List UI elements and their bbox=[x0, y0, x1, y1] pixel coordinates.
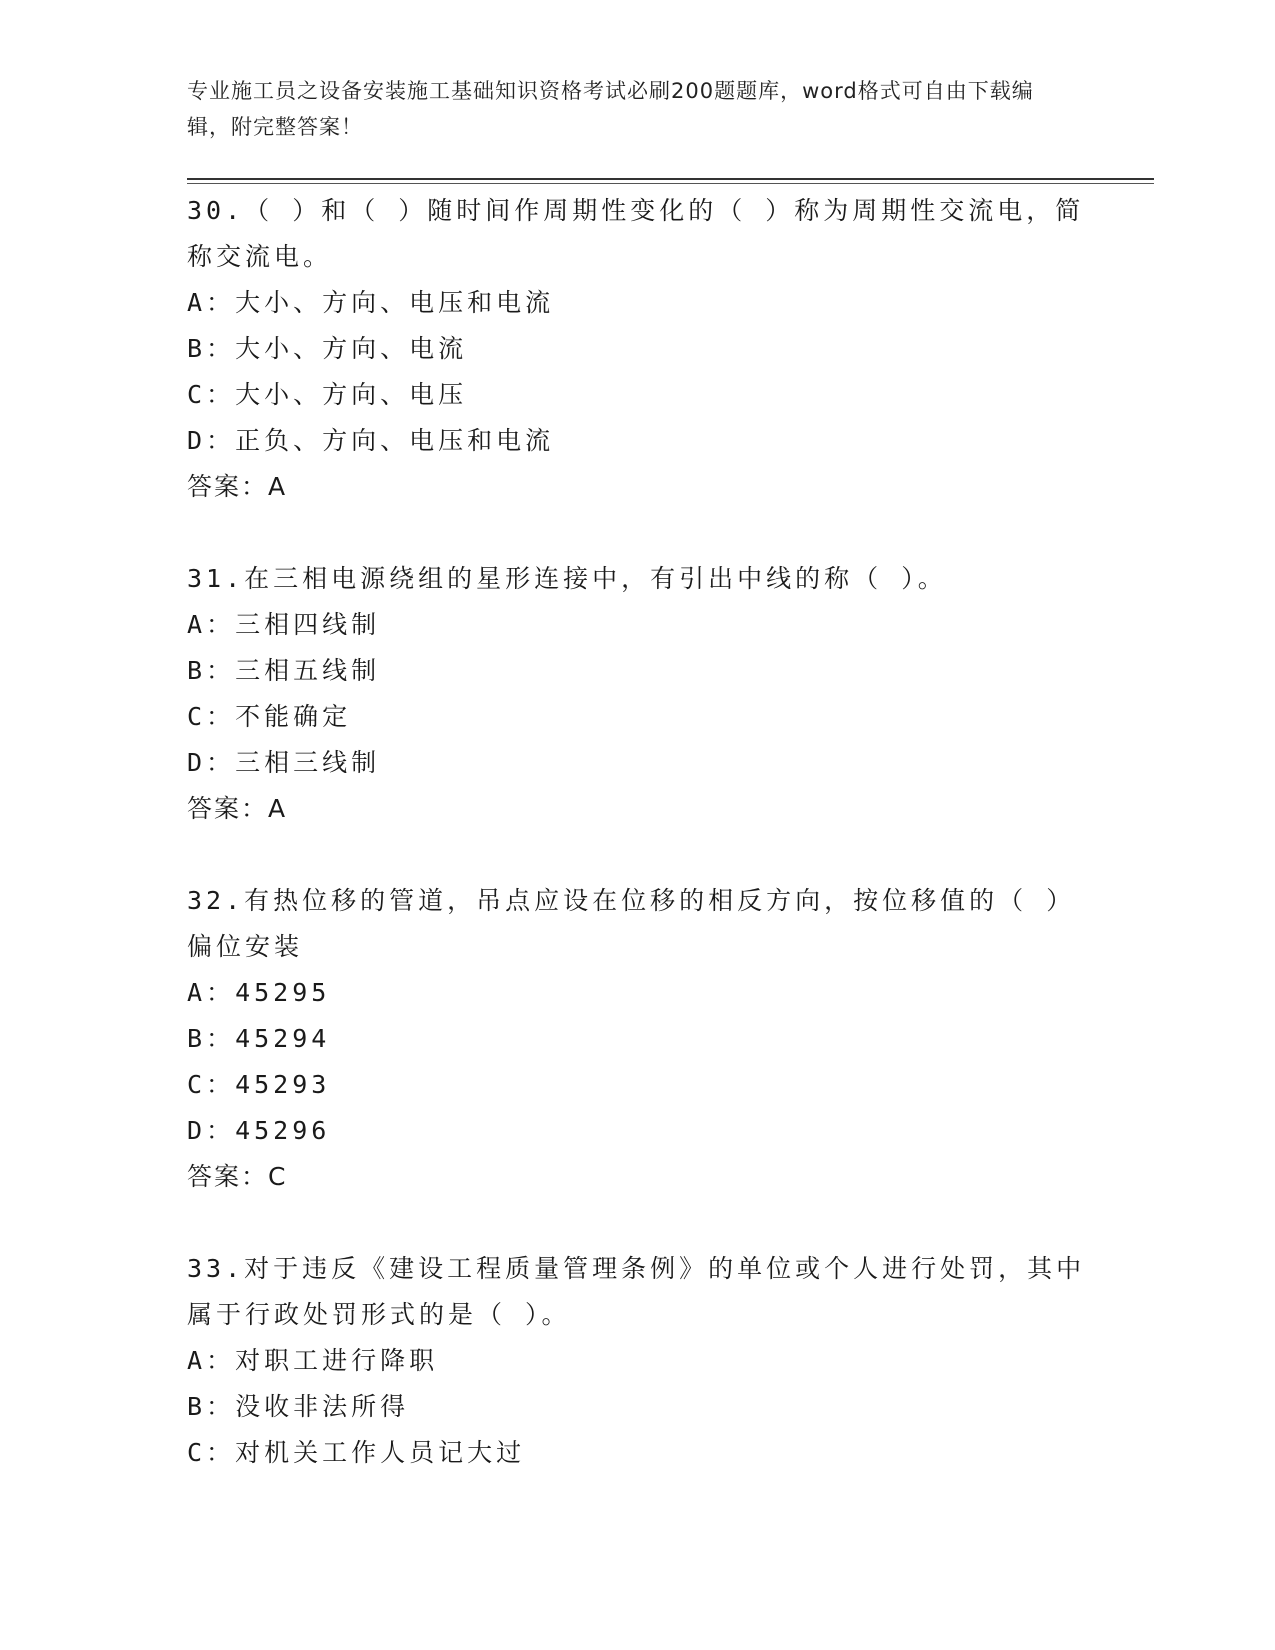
question-stem: 31.在三相电源绕组的星形连接中，有引出中线的称（ ）。 bbox=[187, 564, 947, 593]
option-letter: D： bbox=[187, 1116, 236, 1145]
option-c bbox=[187, 372, 1087, 418]
answer-line: 答案：A bbox=[187, 794, 288, 823]
question-31 bbox=[187, 556, 1087, 832]
option-letter: B： bbox=[187, 656, 236, 685]
question-33 bbox=[187, 1246, 1087, 1476]
option-b bbox=[187, 1016, 1087, 1062]
header-divider-thin bbox=[187, 183, 1154, 184]
option-a bbox=[187, 602, 1087, 648]
option-text: 正负、方向、电压和电流 bbox=[235, 426, 555, 455]
option-b bbox=[187, 326, 1087, 372]
option-text: 45294 bbox=[235, 1024, 331, 1053]
option-text: 没收非法所得 bbox=[235, 1392, 410, 1421]
question-30 bbox=[187, 188, 1087, 510]
option-text: 45296 bbox=[235, 1116, 331, 1145]
option-text: 对机关工作人员记大过 bbox=[235, 1438, 526, 1467]
option-letter: D： bbox=[187, 748, 236, 777]
option-text: 大小、方向、电压和电流 bbox=[235, 288, 555, 317]
option-text: 45295 bbox=[235, 978, 331, 1007]
option-d bbox=[187, 1108, 1087, 1154]
option-b bbox=[187, 1384, 1087, 1430]
option-a bbox=[187, 280, 1087, 326]
option-letter: B： bbox=[187, 334, 236, 363]
option-c bbox=[187, 694, 1087, 740]
option-letter: A： bbox=[187, 610, 236, 639]
option-letter: D： bbox=[187, 426, 236, 455]
option-letter: C： bbox=[187, 380, 236, 409]
question-32 bbox=[187, 878, 1087, 1200]
option-a bbox=[187, 970, 1087, 1016]
option-letter: A： bbox=[187, 1346, 236, 1375]
answer-line: 答案：C bbox=[187, 1162, 288, 1191]
question-list bbox=[187, 188, 1087, 1522]
option-letter: C： bbox=[187, 1438, 236, 1467]
question-stem: 33.对于违反《建设工程质量管理条例》的单位或个人进行处罚，其中属于行政处罚形式的是（ ）。 bbox=[187, 1254, 1086, 1329]
option-text: 对职工进行降职 bbox=[235, 1346, 439, 1375]
question-stem: 30.（ ）和（ ）随时间作周期性变化的（ ）称为周期性交流电，简称交流电。 bbox=[187, 196, 1085, 271]
option-letter: C： bbox=[187, 1070, 236, 1099]
option-text: 大小、方向、电压 bbox=[235, 380, 468, 409]
option-a bbox=[187, 1338, 1087, 1384]
option-text: 三相三线制 bbox=[235, 748, 381, 777]
option-letter: B： bbox=[187, 1392, 236, 1421]
document-header: 专业施工员之设备安装施工基础知识资格考试必刷200题题库，word格式可自由下载编辑，附完整答案！ bbox=[187, 79, 1034, 139]
header-divider bbox=[187, 178, 1154, 180]
option-letter: A： bbox=[187, 288, 236, 317]
option-c bbox=[187, 1430, 1087, 1476]
option-d bbox=[187, 740, 1087, 786]
option-text: 三相五线制 bbox=[235, 656, 381, 685]
option-text: 三相四线制 bbox=[235, 610, 381, 639]
option-b bbox=[187, 648, 1087, 694]
option-text: 45293 bbox=[235, 1070, 331, 1099]
option-text: 不能确定 bbox=[235, 702, 352, 731]
question-stem: 32.有热位移的管道，吊点应设在位移的相反方向，按位移值的（ ）偏位安装 bbox=[187, 886, 1076, 961]
option-text: 大小、方向、电流 bbox=[235, 334, 468, 363]
answer-line: 答案：A bbox=[187, 472, 288, 501]
option-c bbox=[187, 1062, 1087, 1108]
option-d bbox=[187, 418, 1087, 464]
option-letter: A： bbox=[187, 978, 236, 1007]
option-letter: B： bbox=[187, 1024, 236, 1053]
option-letter: C： bbox=[187, 702, 236, 731]
